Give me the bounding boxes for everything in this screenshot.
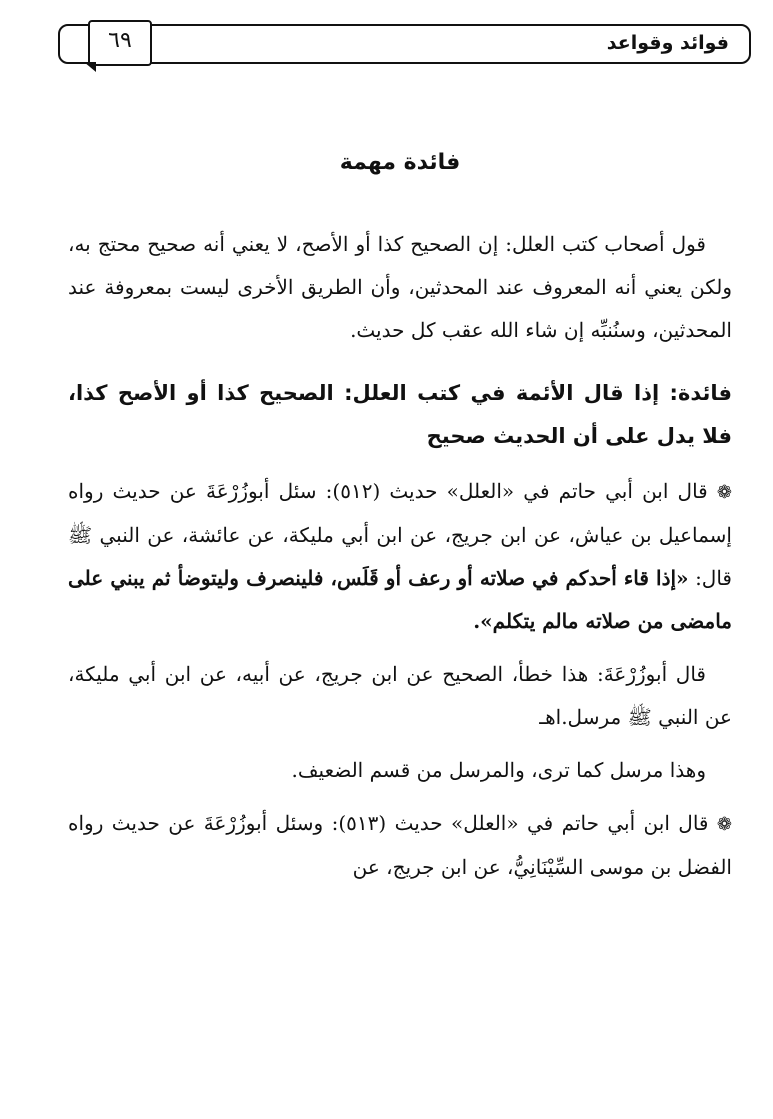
section-heading: فائدة: إذا قال الأئمة في كتب العلل: الصحيح كذا أو الأصح كذا، فلا يدل على أن الحديث صحيح bbox=[68, 381, 732, 448]
quote-1-intro: قال ابن أبي حاتم في «العلل» حديث (٥١٢): سئل أبوزُرْعَةَ عن حديث رواه إسماعيل بن عياش، عن ابن جريج، عن ابن أبي مليكة، عن عائشة، عن النبي ﷺ قال: bbox=[68, 479, 732, 590]
hadith-text: «إذا قاء أحدكم في صلاته أو رعف أو قَلَس، فلينصرف وليتوضأ ثم يبني على مامضى من صلاته مالم يتكلم». bbox=[68, 566, 732, 633]
quote-2 bbox=[68, 802, 732, 889]
section-title: فائدة مهمة bbox=[339, 150, 461, 175]
page-body bbox=[68, 150, 732, 889]
quote-1-note: وهذا مرسل كما ترى، والمرسل من قسم الضعيف. bbox=[291, 758, 706, 782]
page-number: ٦٩ bbox=[88, 20, 152, 66]
intro-paragraph: قول أصحاب كتب العلل: إن الصحيح كذا أو الأصح، لا يعني أنه صحيح محتج به، ولكن يعني أنه المعروف عند المحدثين، وأن الطريق الأخرى ليست بمعروفة عند المحدثين، وسنُنبِّه إن شاء الله عقب كل حديث. bbox=[68, 232, 732, 342]
quote-2-text: قال ابن أبي حاتم في «العلل» حديث (٥١٣): وسئل أبوزُرْعَةَ عن حديث رواه الفضل بن موسى السِّيْنَانِيُّ، عن ابن جريج، عن bbox=[68, 811, 732, 879]
quote-1 bbox=[68, 470, 732, 643]
quote-1-answer: قال أبوزُرْعَةَ: هذا خطأ، الصحيح عن ابن جريج، عن أبيه، عن ابن أبي مليكة، عن النبي ﷺ مرسل.اهـ bbox=[68, 662, 732, 729]
running-header bbox=[58, 24, 751, 64]
ornament-icon: ❁ bbox=[716, 482, 732, 503]
ornament-icon-2: ❁ bbox=[716, 814, 732, 835]
header-title: فوائد وقواعد bbox=[606, 32, 729, 54]
